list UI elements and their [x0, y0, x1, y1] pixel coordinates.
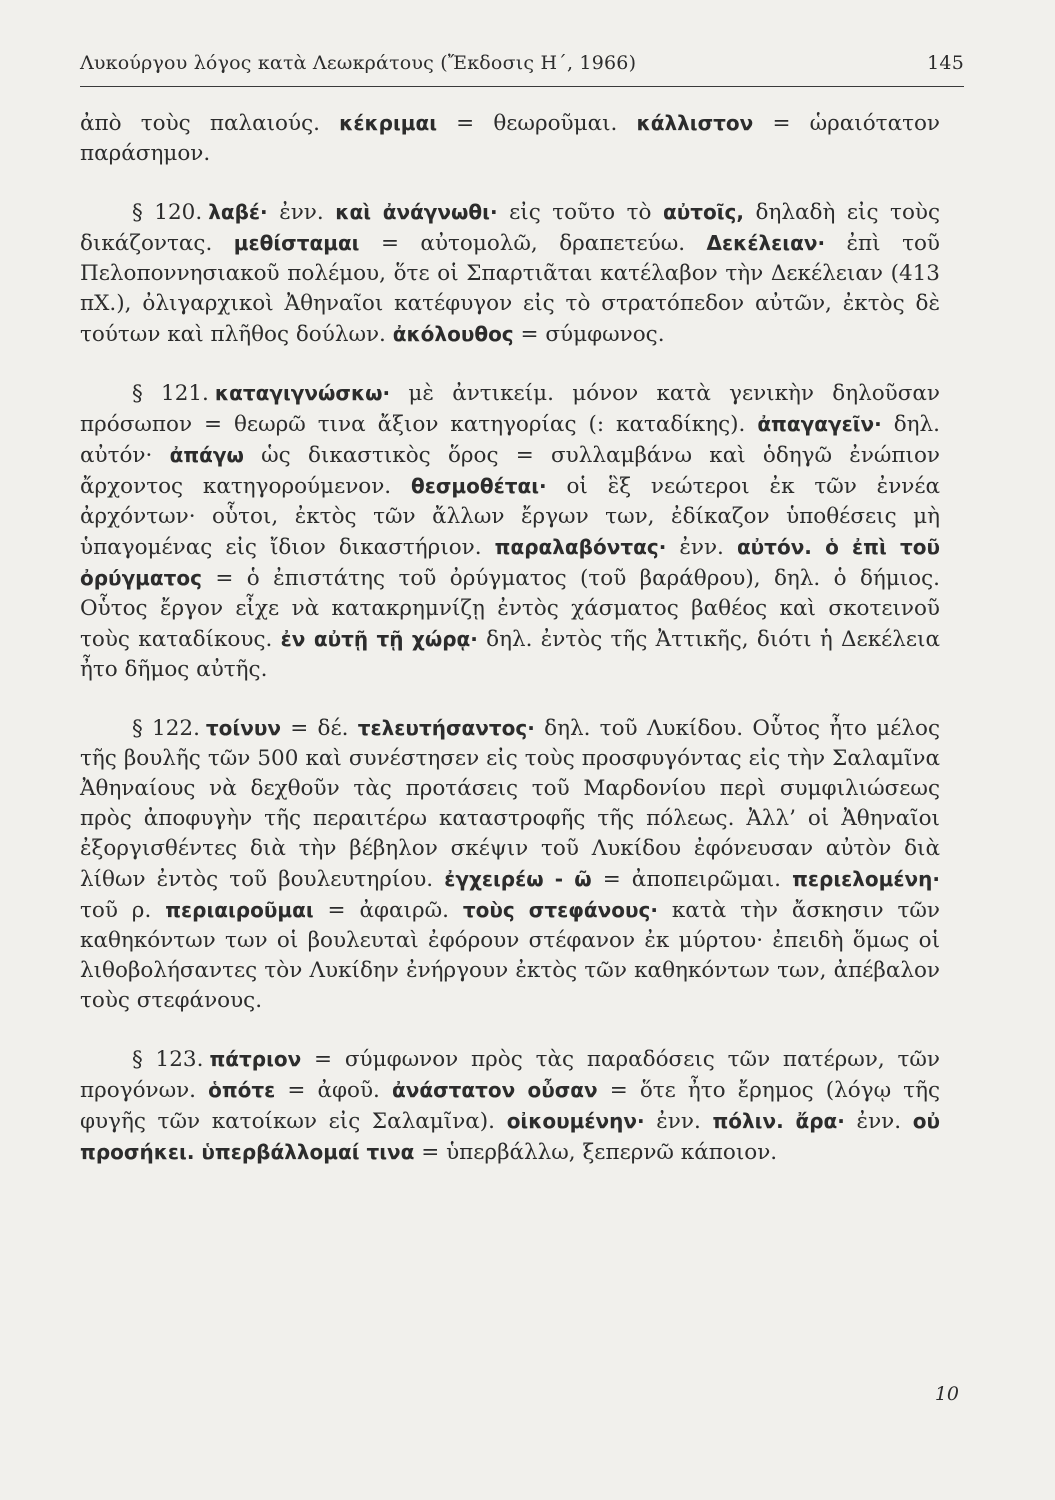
- section-120: [80, 197, 940, 350]
- lemma: παραλαβόντας·: [494, 535, 667, 559]
- text-run: δηλ. ἐντὸς τῆς Ἀττικῆς, διότι ἡ Δεκέλεια ἦτο δῆμος αὐτῆς.: [80, 627, 940, 682]
- lemma: θεσμοθέται·: [410, 474, 547, 498]
- lemma: τελευτήσαντος·: [357, 716, 535, 740]
- text-run: = αὐτομολῶ, δραπετεύω.: [359, 231, 686, 256]
- text-run: τοῦ ρ.: [80, 898, 152, 923]
- commentary-text: [80, 108, 940, 1168]
- lemma: οὐ προσήκει. ὑπερβάλλομαί τινα: [80, 1109, 940, 1164]
- lemma: τοὺς στεφάνους·: [462, 898, 658, 922]
- lemma: πάτριον: [209, 1047, 302, 1071]
- text-run: = ὅτε ἦτο ἔρημος (λόγῳ τῆς φυγῆς τῶν κατοίκων εἰς Σαλαμῖνα).: [80, 1078, 940, 1134]
- text-run: = ἀποπειρῶμαι.: [591, 867, 782, 892]
- lemma: τοίνυν: [205, 716, 281, 740]
- lemma: καὶ ἀνάγνωθι·: [335, 200, 498, 224]
- lemma: ἀπαγαγεῖν·: [757, 412, 882, 436]
- text-run: εἰς τοῦτο τὸ: [497, 200, 652, 225]
- text-run: ἐνν.: [267, 200, 324, 225]
- text-run: δηλ. αὐτόν·: [80, 412, 940, 468]
- text-run: = θεωροῦμαι.: [437, 111, 618, 136]
- text-run: ἐνν.: [644, 1109, 701, 1134]
- lemma: ἐν αὐτῇ τῇ χώρᾳ·: [280, 627, 478, 651]
- header-title: Λυκούργου λόγος κατὰ Λεωκράτους (Ἔκδοσις Η΄, 1966): [80, 52, 637, 74]
- lemma: ὁπότε: [208, 1078, 276, 1102]
- lemma: καταγιγνώσκω·: [214, 381, 391, 405]
- signature-number: 10: [934, 1383, 959, 1405]
- section-number: § 122.: [132, 716, 200, 741]
- text-run: ἐνν.: [666, 535, 724, 560]
- lemma: πόλιν. ἄρα·: [712, 1109, 845, 1133]
- lemma: αὐτόν. ὁ ἐπὶ τοῦ ὀρύγματος: [80, 535, 940, 590]
- text-run: = δέ.: [280, 716, 349, 741]
- lemma: ἀπάγω: [169, 443, 244, 467]
- section-number: § 120.: [132, 200, 203, 225]
- text-run: ὡς δικαστικὸς ὅρος = συλλαμβάνω καὶ ὁδηγῶ ἐνώπιον ἄρχοντος κατηγορούμενον.: [80, 443, 940, 499]
- text-run: ἐνν.: [844, 1109, 902, 1134]
- lemma: ἀκόλουθος: [392, 322, 514, 346]
- lemma: κάλλιστον: [636, 111, 754, 135]
- lemma: οἰκουμένην·: [506, 1109, 645, 1133]
- text-run: = σύμφωνος.: [513, 322, 665, 347]
- lemma: περιαιροῦμαι: [165, 898, 314, 922]
- running-header: [80, 52, 964, 74]
- text-run: δηλ. τοῦ Λυκίδου. Οὗτος ἦτο μέλος τῆς βουλῆς τῶν 500 καὶ συνέστησεν εἰς τοὺς προσφυγόντας εἰς τὴν Σαλαμῖνα Ἀθηναίους νὰ δεχθοῦν τὰς προτάσεις τοῦ Μαρδονίου περὶ συμφιλιώσεως πρὸς ἀποφυγὴν τῆς περαιτέρω καταστροφῆς τῆς πόλεως. Ἀλλ’ οἱ Ἀθηναῖοι ἐξοργισθέντες διὰ τὴν βέβηλον σκέψιν τοῦ Λυκίδου ἐφόνευσαν αὐτὸν διὰ λίθων ἐντὸς τοῦ βουλευτηρίου.: [80, 716, 940, 892]
- text-run: ἀπὸ τοὺς παλαιούς.: [80, 111, 320, 136]
- text-run: = ὡραιότατον παράσημον.: [80, 111, 940, 166]
- text-run: = ἀφοῦ.: [275, 1078, 380, 1103]
- lemma: Δεκέλειαν·: [706, 231, 826, 255]
- lemma: κέκριμαι: [339, 111, 438, 135]
- text-run: δηλαδὴ εἰς τοὺς δικάζοντας.: [80, 200, 941, 256]
- section-121: [80, 378, 940, 685]
- text-run: = ὁ ἐπιστάτης τοῦ ὀρύγματος (τοῦ βαράθρου), δηλ. ὁ δήμιος. Οὗτος ἔργον εἶχε νὰ κατακρημνίζῃ ἐντὸς χάσματος βαθέος καὶ σκοτεινοῦ τοὺς καταδίκους.: [80, 566, 940, 652]
- text-run: = ἀφαιρῶ.: [313, 898, 449, 923]
- section-number: § 123.: [132, 1047, 204, 1072]
- text-run: οἱ ἓξ νεώτεροι ἐκ τῶν ἐννέα ἀρχόντων· οὗτοι, ἐκτὸς τῶν ἄλλων ἔργων των, ἐδίκαζον ὑποθέσεις μὴ ὑπαγομένας εἰς ἴδιον δικαστήριον.: [80, 474, 940, 560]
- page-number: 145: [927, 52, 964, 74]
- lemma: ἐγχειρέω - ῶ: [444, 867, 592, 891]
- section-123: [80, 1044, 940, 1168]
- lemma: αὐτοῖς,: [663, 200, 744, 224]
- text-run: μὲ ἀντικείμ. μόνον κατὰ γενικὴν δηλοῦσαν πρόσωπον = θεωρῶ τινα ἄξιον κατηγορίας (: καταδίκης).: [80, 381, 940, 437]
- section-122: [80, 713, 940, 1016]
- text-run: = σύμφωνον πρὸς τὰς παραδόσεις τῶν πατέρων, τῶν προγόνων.: [80, 1047, 940, 1103]
- lemma: μεθίσταμαι: [233, 231, 360, 255]
- intro-paragraph: [80, 108, 940, 169]
- section-number: § 121.: [132, 381, 209, 406]
- lemma: ἀνάστατον οὖσαν: [391, 1078, 598, 1102]
- header-rule: [80, 86, 964, 87]
- lemma: λαβέ·: [208, 200, 268, 224]
- lemma: περιελομένη·: [792, 867, 940, 891]
- text-run: κατὰ τὴν ἄσκησιν τῶν καθηκόντων των οἱ βουλευταὶ ἐφόρουν στέφανον ἐκ μύρτου· ἐπειδὴ ὅμως οἱ λιθοβολήσαντες τὸν Λυκίδην ἐνήργουν ἐκτὸς τῶν καθηκόντων των, ἀπέβαλον τοὺς στεφάνους.: [80, 898, 940, 1013]
- text-run: = ὑπερβάλλω, ξεπερνῶ κάποιον.: [414, 1140, 778, 1165]
- text-run: ἐπὶ τοῦ Πελοποννησιακοῦ πολέμου, ὅτε οἱ Σπαρτιᾶται κατέλαβον τὴν Δεκέλειαν (413 πΧ.), ὀλιγαρχικοὶ Ἀθηναῖοι κατέφυγον εἰς τὸ στρατόπεδον αὐτῶν, ἐκτὸς δὲ τούτων καὶ πλῆθος δούλων.: [80, 231, 940, 347]
